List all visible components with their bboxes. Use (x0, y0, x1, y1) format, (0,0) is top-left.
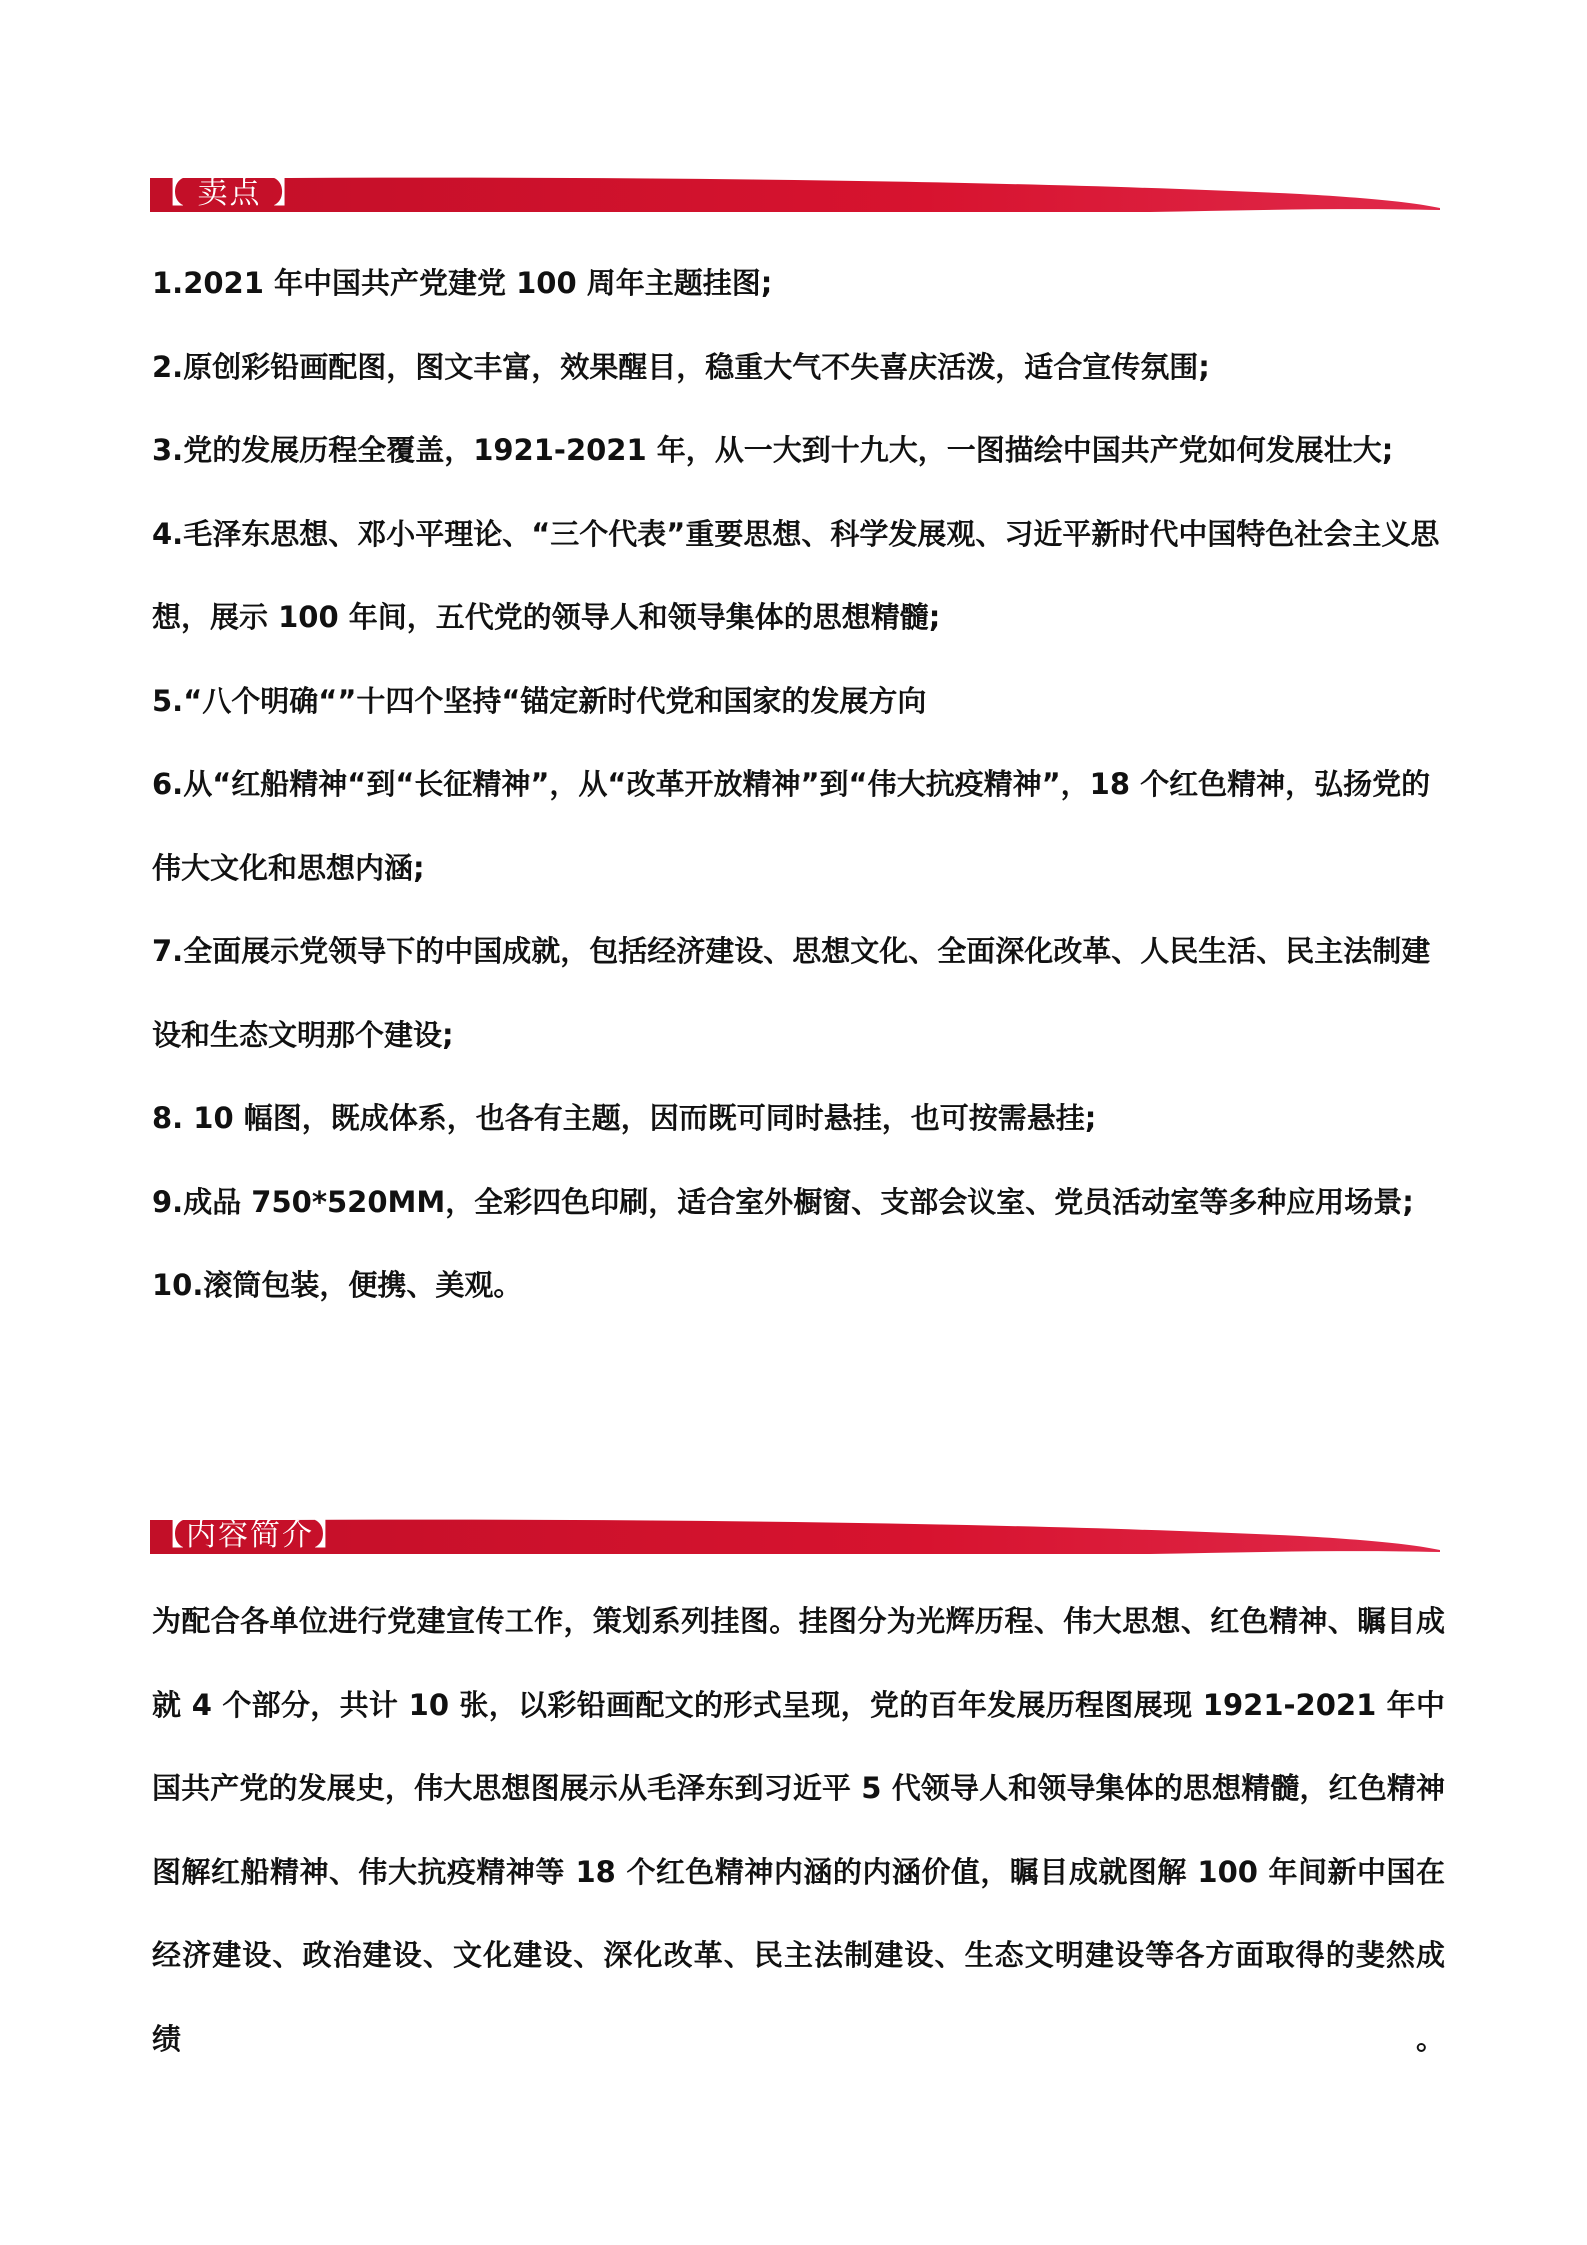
banner-swoosh-shape (150, 172, 1440, 216)
selling-point-item: 7.全面展示党领导下的中国成就，包括经济建设、思想文化、全面深化改革、人民生活、民主法制建设和生态文明那个建设; (152, 934, 1431, 1052)
selling-point-item: 6.从“红船精神“到“长征精神”，从“改革开放精神”到“伟大抗疫精神”，18 个红色精神，弘扬党的伟大文化和思想内涵; (152, 767, 1431, 885)
introduction-paragraph: 为配合各单位进行党建宣传工作，策划系列挂图。挂图分为光辉历程、伟大思想、红色精神、瞩目成就 4 个部分，共计 10 张，以彩铅画配文的形式呈现，党的百年发展历程图展现 1921-2021 年中国共产党的发展史，伟大思想图展示从毛泽东到习近平 5 代领导人和领导集体的思想精髓，红色精神图解红船精神、伟大抗疫精神等 18 个红色精神内涵的内涵价值，瞩目成就图解 100 年间新中国在经济建设、政治建设、文化建设、深化改革、民主法制建设、生态文明建设等各方面取得的斐然成绩。 (152, 1604, 1445, 2056)
selling-point-item: 4.毛泽东思想、邓小平理论、“三个代表”重要思想、科学发展观、习近平新时代中国特色社会主义思想，展示 100 年间，五代党的领导人和领导集体的思想精髓; (152, 516, 1440, 634)
selling-point-item: 1.2021 年中国共产党建党 100 周年主题挂图; (152, 266, 773, 300)
selling-points-banner (150, 172, 1440, 216)
selling-point-item: 5.“八个明确“”十四个坚持“锚定新时代党和国家的发展方向 (152, 683, 927, 718)
selling-point-item: 3.党的发展历程全覆盖，1921-2021 年，从一大到十九大，一图描绘中国共产党如何发展壮大; (152, 433, 1394, 467)
selling-point-item: 8. 10 幅图，既成体系，也各有主题，因而既可同时悬挂，也可按需悬挂; (152, 1101, 1097, 1135)
selling-points-list (152, 242, 1452, 1328)
introduction-banner (150, 1514, 1440, 1558)
introduction-label: 【内容简介】 (154, 1518, 346, 1553)
selling-point-item: 10.滚筒包装，便携、美观。 (152, 1268, 523, 1302)
selling-point-item: 9.成品 750*520MM，全彩四色印刷，适合室外橱窗、支部会议室、党员活动室等多种应用场景; (152, 1184, 1414, 1219)
selling-point-item: 2.原创彩铅画配图，图文丰富，效果醒目，稳重大气不失喜庆活泼，适合宣传氛围; (152, 349, 1210, 384)
selling-points-label: 【 卖点 】 (154, 176, 306, 211)
